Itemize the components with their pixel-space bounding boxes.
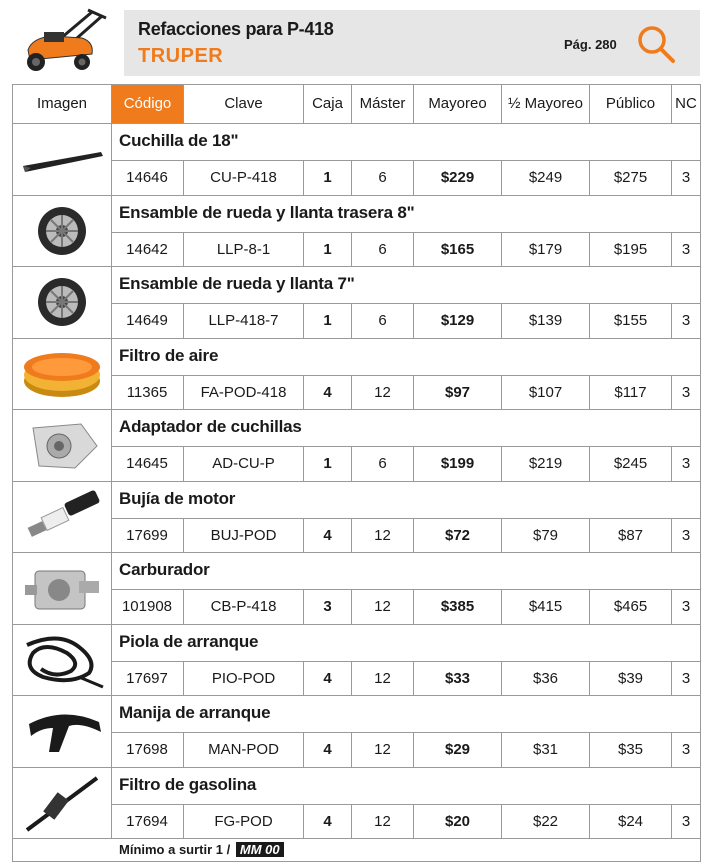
cell-mayoreo: $72 [413, 519, 501, 553]
col-publico: Público [589, 85, 671, 123]
cell-nc: 3 [671, 233, 700, 267]
cell-codigo: 14642 [126, 240, 168, 258]
cell-publico: $117 [589, 376, 671, 410]
cell-mayoreo: $229 [413, 161, 501, 195]
cell-caja: 4 [303, 805, 351, 839]
cell-clave: LLP-418-7 [183, 304, 303, 338]
table-row [13, 768, 700, 840]
product-name: Bujía de motor [119, 488, 236, 508]
product-image-cell [13, 553, 112, 624]
product-name: Cuchilla de 18" [119, 131, 239, 150]
cell-caja: 3 [303, 590, 351, 624]
cell-clave: LLP-8-1 [183, 233, 303, 267]
parts-table [12, 84, 701, 862]
row-values [111, 446, 700, 481]
spark-plug-icon [19, 488, 105, 546]
product-name: Filtro de aire [119, 345, 219, 365]
table-row [13, 553, 700, 625]
table-row [13, 267, 700, 339]
cell-medio-mayoreo: $107 [501, 376, 589, 410]
table-row [13, 339, 700, 411]
starter-rope-icon [19, 631, 105, 689]
product-name: Manija de arranque [119, 703, 271, 722]
col-nc: NC [671, 85, 700, 123]
carburetor-icon [19, 559, 105, 617]
cell-medio-mayoreo: $139 [501, 304, 589, 338]
product-image-cell [13, 196, 112, 267]
page-number: Pág. 280 [564, 37, 617, 52]
page-header [0, 0, 710, 84]
cell-medio-mayoreo: $219 [501, 447, 589, 481]
cell-master: 12 [351, 519, 413, 553]
row-values [111, 804, 700, 839]
product-image-cell [13, 339, 112, 410]
cell-master: 12 [351, 662, 413, 696]
fuel-filter-icon [19, 774, 105, 832]
minimum-order-text: Mínimo a surtir 1 / [119, 842, 231, 857]
cell-master: 12 [351, 376, 413, 410]
cell-nc: 3 [671, 662, 700, 696]
cell-master: 6 [351, 233, 413, 267]
wheel-icon [19, 202, 105, 260]
cell-clave: MAN-POD [183, 733, 303, 767]
cell-caja: 1 [303, 304, 351, 338]
product-image-cell [13, 768, 112, 839]
col-codigo: Código [111, 85, 183, 123]
cell-codigo: 14646 [126, 169, 168, 186]
cell-master: 12 [351, 590, 413, 624]
cell-medio-mayoreo: $22 [501, 805, 589, 839]
product-image-cell [13, 267, 112, 338]
table-row [13, 482, 700, 554]
page-title: Refacciones para P-418 [138, 19, 334, 39]
cell-codigo: 14649 [126, 312, 168, 329]
cell-master: 6 [351, 304, 413, 338]
product-name: Adaptador de cuchillas [119, 417, 302, 436]
title-banner [124, 10, 700, 76]
row-values [111, 661, 700, 696]
cell-caja: 1 [303, 233, 351, 267]
cell-caja: 1 [303, 447, 351, 481]
table-footer [13, 839, 700, 861]
cell-clave: FG-POD [183, 805, 303, 839]
cell-clave: PIO-POD [183, 662, 303, 696]
row-values [111, 518, 700, 553]
cell-mayoreo: $129 [413, 304, 501, 338]
product-image-cell [13, 696, 112, 767]
cell-nc: 3 [671, 590, 700, 624]
cell-mayoreo: $165 [413, 233, 501, 267]
cell-nc: 3 [671, 519, 700, 553]
cell-mayoreo: $199 [413, 447, 501, 481]
cell-caja: 4 [303, 733, 351, 767]
table-row [13, 124, 700, 196]
table-row [13, 625, 700, 697]
minimum-order-note [119, 842, 284, 857]
col-imagen: Imagen [36, 95, 88, 112]
cell-caja: 4 [303, 519, 351, 553]
cell-nc: 3 [671, 447, 700, 481]
cell-master: 6 [351, 161, 413, 195]
adapter-icon [19, 416, 105, 474]
starter-handle-icon [19, 702, 105, 760]
table-row [13, 410, 700, 482]
cell-publico: $39 [589, 662, 671, 696]
cell-codigo: 17698 [126, 741, 168, 758]
product-name: Filtro de gasolina [119, 774, 257, 794]
cell-codigo: 17694 [126, 812, 168, 830]
cell-medio-mayoreo: $36 [501, 662, 589, 696]
cell-master: 12 [351, 805, 413, 839]
blade-icon [19, 130, 105, 188]
cell-clave: CB-P-418 [183, 590, 303, 624]
cell-publico: $195 [589, 233, 671, 267]
product-name: Ensamble de rueda y llanta 7" [119, 274, 355, 293]
cell-medio-mayoreo: $249 [501, 161, 589, 195]
cell-publico: $24 [589, 805, 671, 839]
row-values [111, 232, 700, 267]
mm-badge: MM 00 [236, 842, 284, 857]
product-name: Carburador [119, 560, 210, 579]
cell-clave: CU-P-418 [183, 161, 303, 195]
product-image-cell [13, 625, 112, 696]
cell-mayoreo: $29 [413, 733, 501, 767]
cell-mayoreo: $33 [413, 662, 501, 696]
cell-codigo: 17699 [126, 526, 168, 544]
product-name: Piola de arranque [119, 631, 259, 651]
cell-master: 12 [351, 733, 413, 767]
magnifier-icon[interactable] [634, 22, 678, 66]
cell-nc: 3 [671, 161, 700, 195]
brand-logo: TRUPER [138, 45, 224, 67]
cell-publico: $245 [589, 447, 671, 481]
product-name: Ensamble de rueda y llanta trasera 8" [119, 202, 415, 222]
cell-publico: $87 [589, 519, 671, 553]
air-filter-icon [19, 345, 105, 403]
cell-clave: BUJ-POD [183, 519, 303, 553]
cell-caja: 4 [303, 662, 351, 696]
cell-caja: 1 [303, 161, 351, 195]
cell-caja: 4 [303, 376, 351, 410]
cell-nc: 3 [671, 805, 700, 839]
cell-codigo: 101908 [121, 598, 173, 615]
table-header [13, 85, 700, 124]
col-medio-mayoreo: ½ Mayoreo [501, 85, 589, 123]
lawn-mower-icon [22, 6, 108, 76]
col-caja: Caja [303, 85, 351, 123]
cell-publico: $465 [589, 590, 671, 624]
row-values [111, 589, 700, 624]
cell-codigo: 11365 [126, 383, 168, 401]
cell-publico: $275 [589, 161, 671, 195]
wheel-icon [19, 273, 105, 331]
cell-medio-mayoreo: $31 [501, 733, 589, 767]
cell-clave: FA-POD-418 [183, 376, 303, 410]
cell-medio-mayoreo: $79 [501, 519, 589, 553]
cell-nc: 3 [671, 733, 700, 767]
cell-medio-mayoreo: $415 [501, 590, 589, 624]
table-row [13, 196, 700, 268]
row-values [111, 732, 700, 767]
row-values [111, 375, 700, 410]
col-master: Máster [351, 85, 413, 123]
cell-mayoreo: $385 [413, 590, 501, 624]
cell-codigo: 14645 [126, 455, 168, 472]
cell-publico: $35 [589, 733, 671, 767]
cell-publico: $155 [589, 304, 671, 338]
table-row [13, 696, 700, 768]
cell-nc: 3 [671, 304, 700, 338]
cell-mayoreo: $20 [413, 805, 501, 839]
cell-medio-mayoreo: $179 [501, 233, 589, 267]
col-mayoreo: Mayoreo [413, 85, 501, 123]
cell-clave: AD-CU-P [183, 447, 303, 481]
product-image-cell [13, 482, 112, 553]
cell-codigo: 17697 [126, 669, 168, 687]
product-image-cell [13, 124, 112, 195]
cell-mayoreo: $97 [413, 376, 501, 410]
cell-master: 6 [351, 447, 413, 481]
col-clave: Clave [183, 85, 303, 123]
cell-nc: 3 [671, 376, 700, 410]
row-values [111, 160, 700, 195]
product-image-cell [13, 410, 112, 481]
row-values [111, 303, 700, 338]
